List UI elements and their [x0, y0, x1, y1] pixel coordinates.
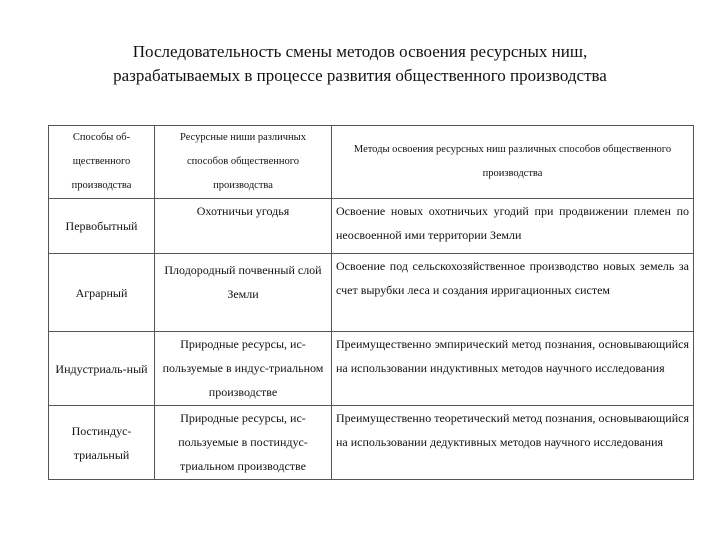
cell-method: Освоение под сельскохозяйственное производство новых земель за счет вырубки леса и создания ирригационных систем: [332, 254, 694, 332]
cell-method: Преимущественно теоретический метод познания, основывающийся на использовании дедуктивных методов научного исследования: [332, 406, 694, 480]
methods-table: [48, 125, 694, 480]
table-row: [49, 199, 694, 254]
cell-mode: Первобытный: [49, 199, 155, 254]
title-line-2: разрабатываемых в процессе развития общественного производства: [113, 66, 607, 85]
header-resource-niches: Ресурсные ниши различных способов общественного производства: [155, 126, 332, 199]
page-title: [0, 40, 720, 88]
title-line-1: Последовательность смены методов освоения ресурсных ниш,: [132, 42, 588, 61]
cell-niche: Охотничьи угодья: [155, 199, 332, 254]
header-production-mode: Способы об-щественного производства: [49, 126, 155, 199]
cell-mode: Постиндус-триальный: [49, 406, 155, 480]
table-header-row: [49, 126, 694, 199]
cell-method: Преимущественно эмпирический метод познания, основывающийся на использовании индуктивных методов научного исследования: [332, 332, 694, 406]
cell-method: Освоение новых охотничьих угодий при продвижении племен по неосвоенной ими территории Земли: [332, 199, 694, 254]
cell-mode: Аграрный: [49, 254, 155, 332]
table-row: [49, 332, 694, 406]
table-row: [49, 406, 694, 480]
table-row: [49, 254, 694, 332]
cell-niche: Природные ресурсы, ис-пользуемые в постиндус-триальном производстве: [155, 406, 332, 480]
cell-niche: Плодородный почвенный слой Земли: [155, 254, 332, 332]
cell-niche: Природные ресурсы, ис-пользуемые в индус-триальном производстве: [155, 332, 332, 406]
cell-mode: Индустриаль-ный: [49, 332, 155, 406]
header-methods: Методы освоения ресурсных ниш различных способов общественного производства: [332, 126, 694, 199]
